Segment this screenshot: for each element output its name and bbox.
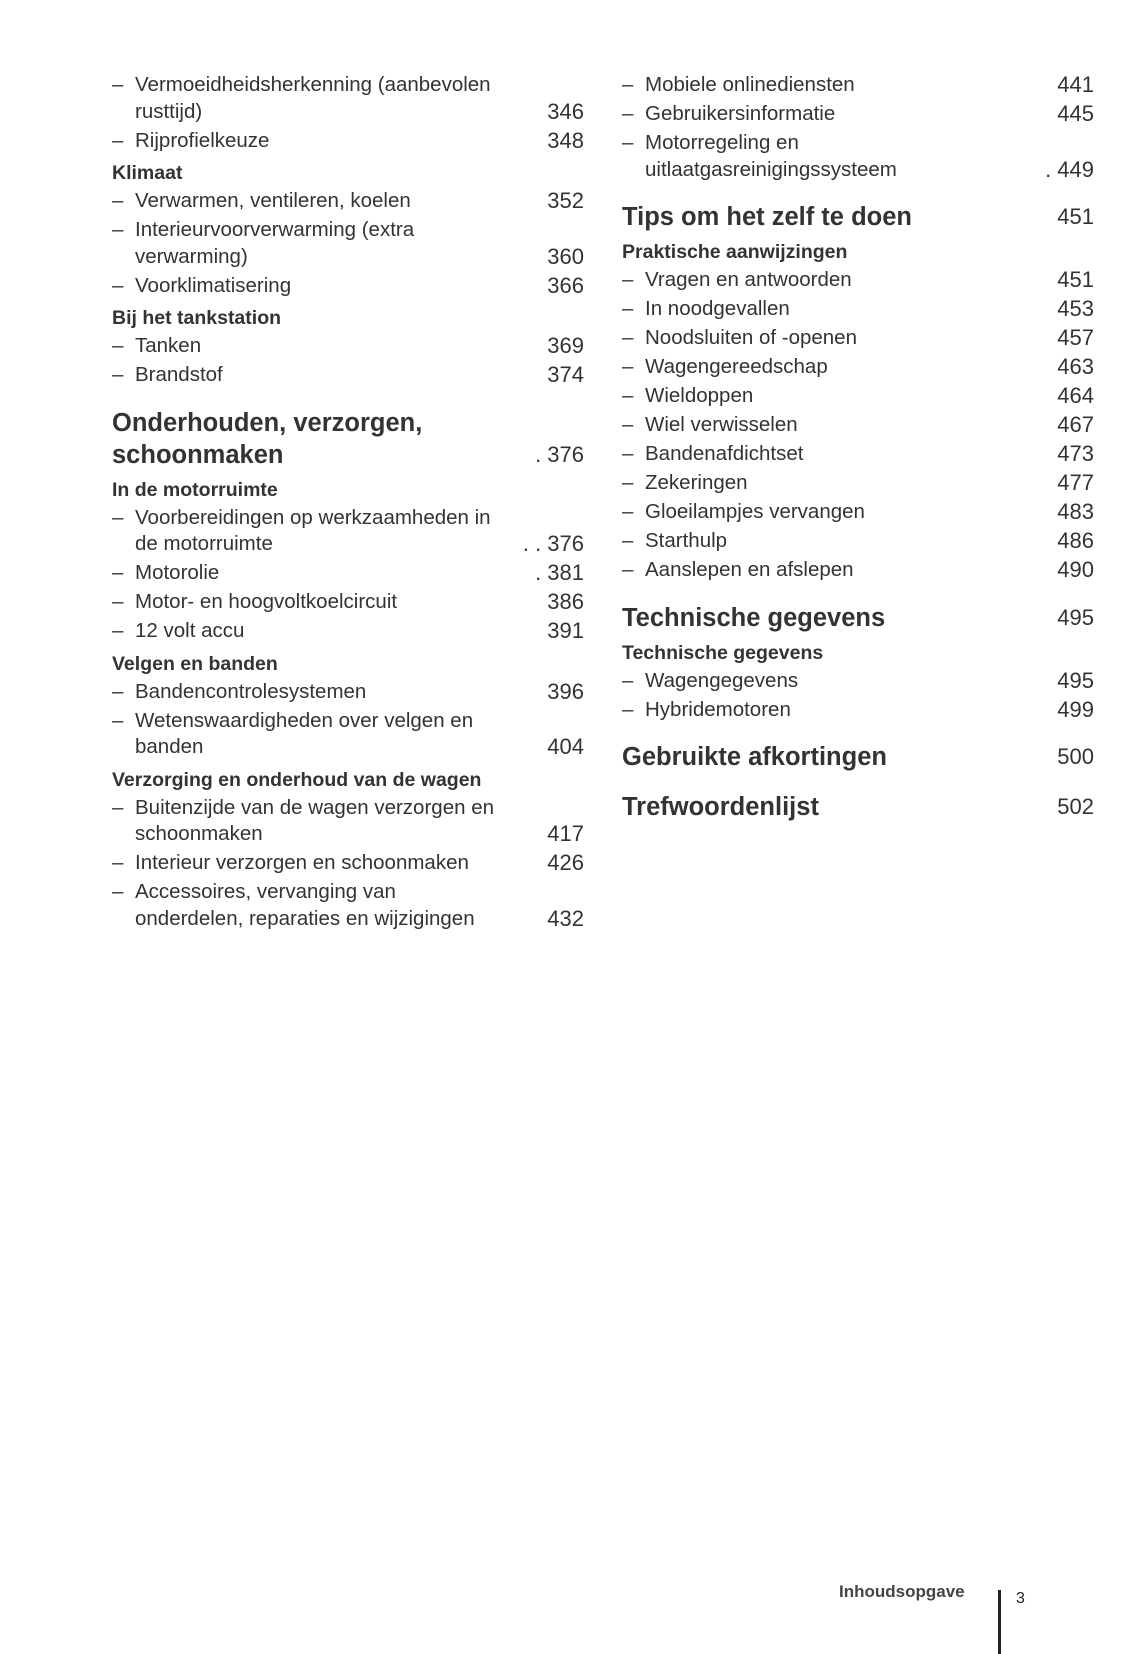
dash-bullet: –	[112, 679, 124, 703]
toc-entry[interactable]	[622, 557, 1094, 584]
toc-entry-text-line: Tips om het zelf te doen	[622, 203, 912, 231]
toc-entry-title	[112, 407, 422, 471]
dash-bullet: –	[622, 297, 634, 320]
toc-entry-title	[112, 333, 201, 360]
toc-page-number: 495	[1057, 667, 1094, 693]
toc-entry-text-line: Vermoeidheidsherkenning (aanbevolen	[135, 73, 491, 96]
dash-bullet: –	[112, 619, 124, 642]
toc-page-number: 451	[1057, 204, 1094, 229]
toc-entry[interactable]	[622, 130, 1094, 183]
dash-bullet: –	[622, 558, 634, 581]
toc-entry-text-line: Bandencontrolesystemen	[135, 679, 367, 703]
toc-entry-title	[622, 441, 803, 468]
toc-entry-title	[112, 560, 219, 587]
toc-subheading	[112, 305, 584, 331]
toc-entry-text-line: Aanslepen en afslepen	[645, 558, 854, 581]
toc-subheading	[622, 640, 1094, 666]
dash-bullet: –	[112, 561, 124, 584]
toc-entry[interactable]	[112, 560, 584, 587]
dash-bullet: –	[112, 128, 124, 152]
toc-entry-text-line: Tanken	[135, 334, 202, 357]
toc-entry-title	[622, 697, 791, 724]
toc-page-number: 417	[547, 821, 584, 846]
dash-bullet: –	[622, 384, 634, 407]
toc-entry-text-line: schoonmaken	[112, 440, 284, 469]
toc-entry-title	[622, 201, 912, 233]
toc-entry-text-line: Mobiele onlinediensten	[645, 73, 855, 96]
toc-entry[interactable]	[112, 72, 584, 125]
toc-page-number: . 381	[535, 560, 584, 585]
toc-entry-text-line: Bandenafdichtset	[645, 442, 804, 465]
toc-entry-title	[622, 668, 798, 695]
toc-entry-title	[112, 651, 278, 677]
toc-subheading	[622, 239, 1094, 265]
toc-entry-title	[112, 850, 469, 877]
toc-entry-text-line: verwarming)	[135, 244, 248, 268]
dash-bullet: –	[112, 363, 124, 386]
toc-page-number: 495	[1057, 604, 1094, 630]
toc-entry-text-line: Voorklimatisering	[135, 273, 292, 297]
toc-entry-title	[112, 795, 494, 848]
toc-entry-title	[112, 273, 291, 300]
dash-bullet: –	[622, 326, 634, 349]
dash-bullet: –	[112, 708, 124, 732]
toc-entry[interactable]	[622, 296, 1094, 323]
toc-entry-title	[112, 767, 481, 793]
toc-entry-text-line: Klimaat	[112, 162, 183, 184]
toc-entry-title	[622, 296, 790, 323]
toc-entry-title	[112, 505, 491, 558]
toc-entry[interactable]	[622, 697, 1094, 724]
toc-entry-title	[112, 708, 473, 761]
toc-entry[interactable]	[112, 333, 584, 360]
footer-chapter-title: Inhoudsopgave	[839, 1582, 965, 1601]
toc-page-number: 366	[547, 272, 584, 298]
toc-entry[interactable]	[622, 383, 1094, 410]
toc-entry-text-line: In de motorruimte	[112, 478, 278, 501]
toc-entry-title	[112, 188, 411, 215]
toc-entry-text-line: uitlaatgasreinigingssysteem	[645, 157, 897, 181]
toc-subheading	[112, 651, 584, 677]
toc-page-number: 369	[547, 333, 584, 358]
toc-entry[interactable]	[622, 412, 1094, 439]
toc-page-number: 457	[1057, 325, 1094, 350]
toc-entry-text-line: Rijprofielkeuze	[135, 128, 270, 152]
toc-page-number: 464	[1057, 383, 1094, 408]
dash-bullet: –	[622, 355, 634, 378]
toc-page-number: 374	[547, 362, 584, 387]
toc-page-number: . 449	[1045, 156, 1094, 182]
toc-page-number: 467	[1057, 412, 1094, 437]
toc-page-number: 352	[547, 188, 584, 213]
toc-entry-text-line: Motor- en hoogvoltkoelcircuit	[135, 590, 398, 613]
toc-entry[interactable]	[622, 499, 1094, 526]
toc-entry[interactable]	[622, 72, 1094, 99]
toc-entry[interactable]	[112, 618, 584, 645]
toc-page-number: 463	[1057, 354, 1094, 379]
toc-entry-title	[622, 557, 854, 584]
toc-entry-text-line: Wagengereedschap	[645, 355, 828, 378]
toc-section[interactable]	[622, 741, 1094, 773]
toc-entry[interactable]	[112, 188, 584, 215]
toc-subheading	[112, 160, 584, 186]
dash-bullet: –	[112, 334, 124, 357]
toc-entry-title	[622, 412, 798, 439]
toc-entry-text-line: Bij het tankstation	[112, 307, 282, 329]
toc-entry-text-line: Wetenswaardigheden over velgen en	[135, 708, 474, 732]
toc-page-number: 348	[547, 127, 584, 153]
toc-entry[interactable]	[622, 470, 1094, 497]
toc-entry[interactable]	[622, 354, 1094, 381]
toc-entry[interactable]	[112, 217, 584, 270]
toc-entry-text-line: Starthulp	[645, 529, 728, 552]
toc-section[interactable]	[622, 201, 1094, 233]
dash-bullet: –	[112, 795, 124, 819]
toc-entry-text-line: banden	[135, 735, 204, 758]
toc-page-number: 396	[547, 678, 584, 704]
page-number: 3	[1016, 1590, 1025, 1607]
toc-entry-title	[112, 477, 278, 503]
dash-bullet: –	[622, 131, 634, 154]
toc-section[interactable]	[112, 407, 584, 471]
toc-entry-text-line: 12 volt accu	[135, 619, 245, 642]
toc-entry[interactable]	[112, 273, 584, 300]
toc-entry-title	[622, 528, 727, 555]
toc-entry-text-line: Interieur verzorgen en schoonmaken	[135, 851, 469, 874]
toc-entry-title	[112, 128, 269, 155]
toc-entry-title	[112, 362, 223, 389]
toc-entry-title	[112, 305, 281, 331]
toc-right-column	[622, 72, 1094, 827]
toc-entry-text-line: Technische gegevens	[622, 641, 824, 664]
dash-bullet: –	[622, 500, 634, 523]
toc-page-number: 391	[547, 618, 584, 643]
toc-page-number: 483	[1057, 499, 1094, 524]
toc-entry-title	[112, 589, 397, 616]
toc-page-number: 445	[1057, 101, 1094, 126]
toc-page-number: 473	[1057, 441, 1094, 466]
dash-bullet: –	[622, 73, 634, 96]
toc-entry-text-line: Gloeilampjes vervangen	[645, 500, 865, 523]
toc-entry-text-line: Technische gegevens	[622, 603, 886, 632]
dash-bullet: –	[622, 529, 634, 552]
footer-divider	[998, 1590, 1001, 1654]
toc-entry[interactable]	[622, 267, 1094, 294]
toc-page-number: 486	[1057, 528, 1094, 553]
toc-entry-title	[622, 239, 847, 265]
toc-entry[interactable]	[622, 528, 1094, 555]
toc-entry-title	[622, 383, 753, 410]
toc-entry-title	[622, 791, 819, 823]
toc-entry-text-line: Zekeringen	[645, 471, 748, 494]
dash-bullet: –	[112, 505, 124, 529]
toc-entry-text-line: Wiel verwisselen	[645, 413, 798, 436]
toc-entry[interactable]	[622, 441, 1094, 468]
toc-entry[interactable]	[112, 879, 584, 932]
toc-entry[interactable]	[112, 362, 584, 389]
toc-entry-title	[622, 354, 828, 381]
toc-entry-text-line: Hybridemotoren	[645, 697, 791, 721]
toc-page-number: 502	[1057, 794, 1094, 819]
toc-section[interactable]	[622, 791, 1094, 823]
toc-entry-text-line: Trefwoordenlijst	[622, 793, 819, 821]
toc-entry-text-line: In noodgevallen	[645, 297, 790, 320]
toc-page-number: 360	[547, 243, 584, 269]
toc-entry[interactable]	[622, 668, 1094, 695]
toc-page-number: 477	[1057, 470, 1094, 495]
toc-entry-title	[622, 101, 835, 128]
dash-bullet: –	[622, 442, 634, 465]
toc-page-number: 490	[1057, 557, 1094, 582]
toc-page-number: 451	[1057, 267, 1094, 292]
toc-entry[interactable]	[112, 850, 584, 877]
toc-entry-text-line: Interieurvoorverwarming (extra	[135, 218, 415, 241]
toc-entry-title	[622, 640, 823, 666]
toc-entry-title	[112, 217, 414, 270]
toc-entry[interactable]	[112, 795, 584, 848]
toc-entry-text-line: Vragen en antwoorden	[645, 268, 852, 291]
toc-entry-title	[112, 72, 491, 125]
dash-bullet: –	[112, 880, 124, 903]
toc-entry[interactable]	[622, 325, 1094, 352]
toc-entry-text-line: Buitenzijde van de wagen verzorgen en	[135, 795, 494, 819]
toc-page-number: 432	[547, 905, 584, 931]
toc-page-number: 404	[547, 734, 584, 759]
toc-entry-text-line: Wagengegevens	[645, 668, 799, 692]
toc-entry-title	[622, 72, 855, 99]
toc-entry-title	[112, 160, 182, 186]
toc-entry-text-line: rusttijd)	[135, 99, 203, 123]
toc-entry-title	[622, 130, 897, 183]
toc-page-number: 499	[1057, 696, 1094, 722]
toc-entry-title	[112, 679, 366, 706]
dash-bullet: –	[622, 102, 634, 125]
toc-left-column	[112, 72, 584, 935]
toc-page-number: 386	[547, 589, 584, 614]
toc-entry[interactable]	[112, 679, 584, 706]
toc-entry-title	[622, 325, 857, 352]
toc-page-number: 441	[1057, 72, 1094, 97]
toc-entry[interactable]	[112, 589, 584, 616]
toc-entry-text-line: Gebruikte afkortingen	[622, 743, 887, 771]
toc-entry-text-line: Motorolie	[135, 561, 220, 584]
toc-entry-title	[112, 879, 475, 932]
dash-bullet: –	[622, 668, 634, 692]
toc-entry-text-line: Brandstof	[135, 363, 223, 386]
toc-page-number: . . 376	[522, 531, 584, 556]
toc-subheading	[112, 767, 584, 793]
toc-entry[interactable]	[112, 708, 584, 761]
toc-entry-text-line: de motorruimte	[135, 532, 273, 555]
toc-entry-text-line: Praktische aanwijzingen	[622, 241, 848, 263]
toc-page-number: 346	[547, 98, 584, 124]
dash-bullet: –	[112, 189, 124, 212]
toc-entry-title	[622, 267, 852, 294]
toc-entry-title	[112, 618, 244, 645]
toc-page-number: 453	[1057, 296, 1094, 321]
dash-bullet: –	[622, 413, 634, 436]
toc-entry-text-line: onderdelen, reparaties en wijzigingen	[135, 906, 475, 930]
toc-entry-text-line: Voorbereidingen op werkzaamheden in	[135, 505, 491, 529]
toc-entry-text-line: Verzorging en onderhoud van de wagen	[112, 768, 482, 791]
toc-entry-text-line: Onderhouden, verzorgen,	[112, 408, 423, 437]
toc-entry-text-line: Motorregeling en	[645, 131, 799, 154]
toc-page-number: . 376	[535, 441, 584, 467]
toc-entry-title	[622, 499, 865, 526]
dash-bullet: –	[112, 273, 124, 297]
toc-page-number: 426	[547, 850, 584, 875]
toc-section[interactable]	[622, 602, 1094, 634]
dash-bullet: –	[622, 471, 634, 494]
toc-entry-text-line: Accessoires, vervanging van	[135, 880, 396, 903]
toc-subheading	[112, 477, 584, 503]
toc-entry-title	[622, 741, 887, 773]
dash-bullet: –	[112, 851, 124, 874]
dash-bullet: –	[112, 73, 124, 96]
toc-entry-text-line: Noodsluiten of -openen	[645, 326, 857, 349]
toc-entry-title	[622, 602, 885, 634]
toc-entry-text-line: Velgen en banden	[112, 652, 278, 675]
toc-entry-text-line: Verwarmen, ventileren, koelen	[135, 189, 411, 212]
toc-entry-text-line: Wieldoppen	[645, 384, 754, 407]
dash-bullet: –	[112, 590, 124, 613]
dash-bullet: –	[622, 268, 634, 291]
toc-entry[interactable]	[622, 101, 1094, 128]
toc-entry[interactable]	[112, 128, 584, 155]
toc-entry[interactable]	[112, 505, 584, 558]
toc-entry-text-line: Gebruikersinformatie	[645, 102, 836, 125]
toc-entry-title	[622, 470, 748, 497]
toc-entry-text-line: schoonmaken	[135, 822, 263, 845]
dash-bullet: –	[112, 218, 124, 241]
toc-page-number: 500	[1057, 744, 1094, 769]
dash-bullet: –	[622, 697, 634, 721]
